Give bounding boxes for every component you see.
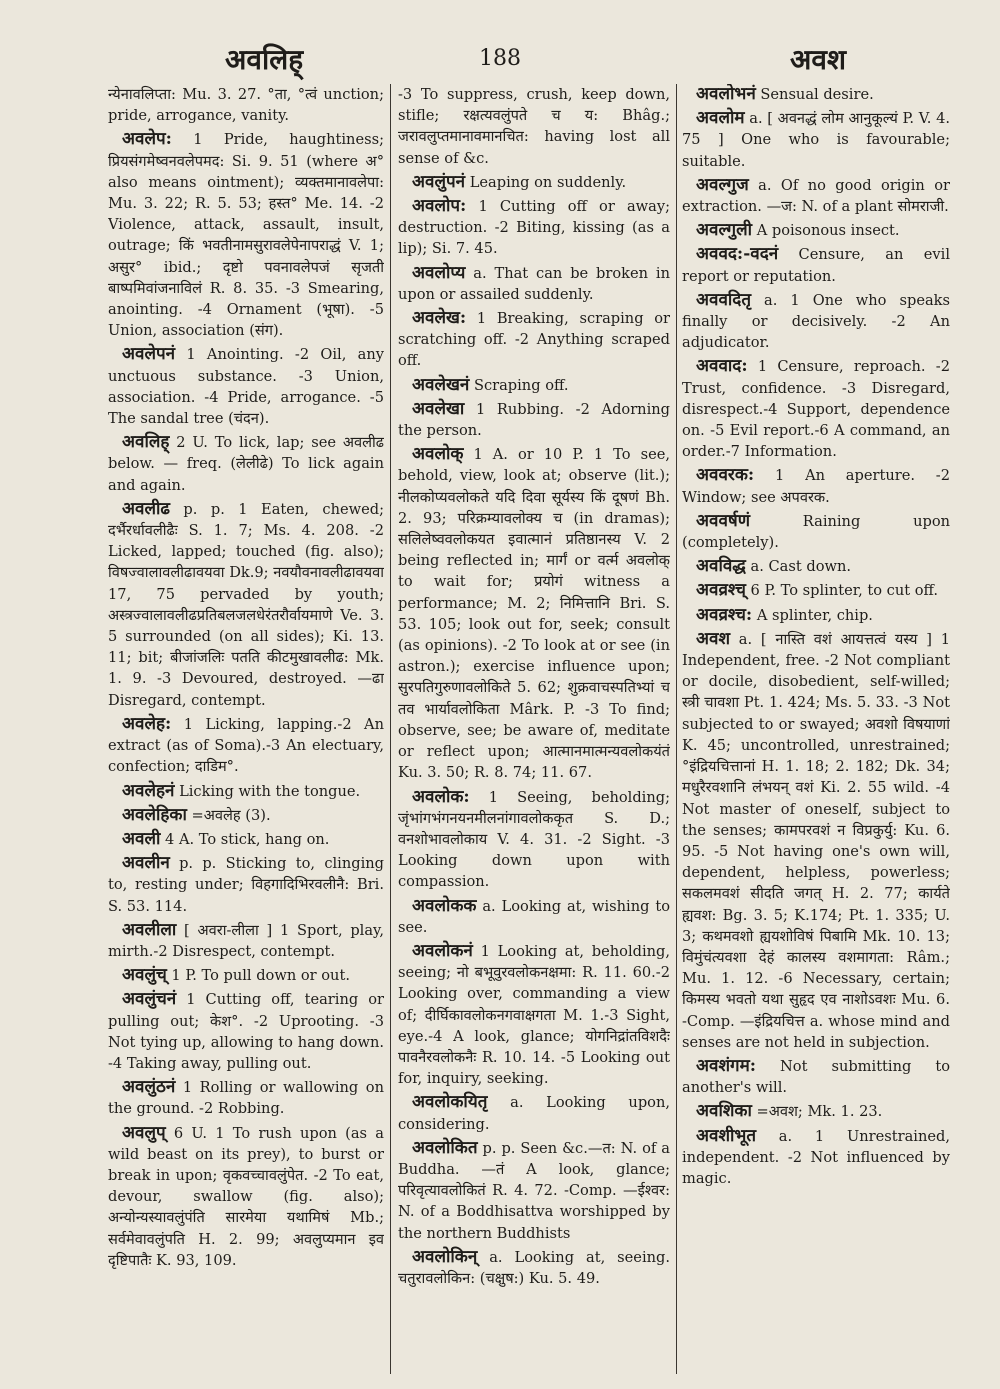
dictionary-entry — [682, 244, 950, 286]
entry-headword: अवलेप: — [122, 129, 172, 150]
dictionary-entry — [108, 714, 384, 778]
dictionary-entry — [108, 853, 384, 917]
entry-headword: अवश — [696, 628, 730, 649]
dictionary-entry — [398, 1247, 670, 1289]
dictionary-entry — [108, 1077, 384, 1119]
dictionary-entry — [108, 965, 384, 986]
entry-headword: अवलोभनं — [696, 84, 756, 104]
entry-headword: अवशीभूत — [696, 1125, 757, 1146]
entry-definition: 1 Censure, reproach. -2 Trust, confidence. -3 Disregard, disrespect.-4 Support, dependence on. -5 Evil report.-6 A command, an order.-7 Information. — [682, 358, 950, 461]
entry-headword: अवलेह: — [122, 713, 172, 734]
entry-definition: Leaping on suddenly. — [465, 173, 627, 191]
column-left — [108, 84, 384, 1374]
entry-headword: अवविद्ध — [696, 556, 746, 577]
dictionary-entry — [398, 196, 670, 260]
entry-headword: अवलोप्य — [412, 262, 466, 283]
column-rule — [390, 84, 391, 1374]
entry-headword: अवव्रश्च: — [696, 604, 753, 625]
entry-headword: अवव्रश्च् — [696, 580, 746, 601]
dictionary-entry — [682, 605, 950, 626]
dictionary-entry — [398, 263, 670, 305]
entry-headword: अववाद: — [696, 356, 748, 377]
entry-definition: =अवलेह (3). — [186, 806, 271, 824]
entry-definition: 1 Pride, haughtiness; प्रियसंगमेष्वनवलेपमद: Si. 9. 51 (where अ° also means ointment); व्यक्तमानावलेपा: Mu. 3. 22; R. 5. 53; हस्त° Me. 14. -2 Violence, attack, assault, insult, outrage; किं भवतीनामसुरावलेपेनापराद्धं V. 1; असुर° ibid.; दृष्टो पवनावलेपजं सृजती बाष्पमिवांजनाविलं R. 8. 35. -3 Smearing, anointing. -4 Ornament (भूषा). -5 Union, association (संग). — [108, 131, 384, 340]
entry-headword: अवलेख: — [412, 308, 467, 329]
entry-headword: अववरक: — [696, 465, 755, 486]
entry-headword: अवलेखा — [412, 398, 465, 419]
entry-definition: [ अवरा-लीला ] 1 Sport, play, mirth.-2 Disrespect, contempt. — [108, 921, 384, 960]
entry-definition: a. 1 Unrestrained, independent. -2 Not influenced by magic. — [682, 1127, 950, 1187]
dictionary-entry — [108, 432, 384, 496]
entry-definition: न्येनावलिप्ता: Mu. 3. 27. °ता, °त्वं unction; pride, arrogance, vanity. — [108, 86, 384, 125]
entry-definition: 1 A. or 10 P. 1 To see, behold, view, look at; observe (lit.); नीलकोप्यवलोकते यदि दिवा सूर्यस्य किं दूषणं Bh. 2. 93; परिक्रम्यावलोक्य च (in dramas); सलिलेष्ववलोकयत इवात्मानं प्रतिष्ठानस्य V. 2 being reflected in; मार्गं or वर्त्म अवलोक् to wait for; प्रयोगं witness a performance; M. 2; निमित्तानि Bri. S. 53. 105; look out for, seek; consult (as opinions). -2 To look at or see (in astron.); exercise influence upon; सुरपतिगुरुणावलोकिते 5. 62; शुक्रवाचस्पतिभ्यां च तव भार्यावलोकिता Mârk. P. -3 To find; observe, see; be aware of, meditate or reflect upon; आत्मानमात्मन्यवलोकयंतं Ku. 3. 50; R. 8. 74; 11. 67. — [398, 446, 670, 782]
dictionary-entry — [108, 805, 384, 826]
entry-definition: 6 P. To splinter, to cut off. — [745, 582, 939, 600]
entry-headword: अवलेहनं — [122, 780, 175, 801]
column-middle — [398, 84, 670, 1374]
entry-headword: अवलुंपनं — [412, 171, 466, 192]
dictionary-entry — [398, 84, 670, 169]
dictionary-entry — [682, 356, 950, 462]
entry-definition: 1 Cutting off, tearing or pulling out; केश°. -2 Uprooting. -3 Not tying up, allowing to hang down. -4 Taking away, pulling out. — [108, 991, 384, 1072]
entry-definition: p. p. Sticking to, clinging to, resting under; विहगादिभिरवलीनै: Bri. S. 53. 114. — [108, 855, 384, 915]
entry-definition: Sensual desire. — [755, 86, 874, 103]
dictionary-entry — [398, 399, 670, 441]
dictionary-entry — [398, 172, 670, 193]
entry-definition: a. That can be broken in upon or assailed suddenly. — [398, 264, 670, 303]
entry-definition: Censure, an evil report or reputation. — [682, 246, 950, 285]
dictionary-entry — [682, 84, 950, 105]
dictionary-entry — [108, 829, 384, 850]
dictionary-entry — [108, 129, 384, 341]
entry-definition: 1 Rolling or wallowing on the ground. -2 Robbing. — [108, 1079, 384, 1118]
dictionary-entry — [398, 1138, 670, 1244]
entry-definition: A poisonous insect. — [752, 222, 900, 240]
entry-headword: अवलेपनं — [122, 344, 176, 365]
entry-headword: अववद:-वदनं — [696, 244, 779, 265]
dictionary-entry — [682, 108, 950, 172]
dictionary-entry — [682, 290, 950, 354]
entry-definition: a. 1 One who speaks finally or decisively. -2 An adjudicator. — [682, 291, 950, 352]
page-number: 188 — [479, 46, 521, 71]
dictionary-entry — [682, 465, 950, 507]
dictionary-entry — [108, 84, 384, 126]
entry-definition: a. Of no good origin or extraction. —ज: N. of a plant सोमराजी. — [682, 176, 950, 216]
entry-definition: 1 Rubbing. -2 Adorning the person. — [398, 400, 670, 440]
dictionary-entry — [398, 375, 670, 396]
dictionary-entry — [398, 896, 670, 938]
column-right — [682, 84, 950, 1374]
entry-definition: 1 Cutting off or away; destruction. -2 Biting, kissing (as a lip); Si. 7. 45. — [398, 198, 670, 258]
dictionary-entry — [108, 989, 384, 1074]
entry-definition: a. Looking at, seeing. चतुरावलोकिन: (चक्षुष:) Ku. 5. 49. — [398, 1248, 670, 1287]
entry-headword: अवलीढ — [122, 498, 170, 519]
entry-headword: अवलेखनं — [412, 374, 470, 395]
entry-headword: अवलोक: — [412, 786, 470, 807]
entry-headword: अवल्गुज — [696, 174, 749, 195]
entry-headword: अवलिह् — [122, 432, 170, 453]
entry-definition: 1 Looking at, beholding, seeing; नो बभूवुरवलोकनक्षमा: R. 11. 60.-2 Looking over, commanding a view of; दीर्घिकावलोकनगवाक्षगता M. 1.-3 Sight, eye.-4 A look, glance; योगनिद्रांतविशदैः पावनैरवलोकनैः R. 10. 14. -5 Looking out for, inquiry, seeking. — [398, 942, 670, 1088]
entry-headword: अवशंगम: — [696, 1055, 757, 1076]
entry-definition: 4 A. To stick, hang on. — [160, 830, 330, 848]
dictionary-entry — [398, 787, 670, 893]
entry-headword: अवलीला — [122, 919, 177, 940]
entry-definition: a. [ अवनद्धं लोम आनुकूल्यं P. V. 4. 75 ] One who is favourable; suitable. — [682, 110, 950, 170]
entry-headword: अवल्गुली — [696, 220, 753, 241]
entry-definition: Scraping off. — [469, 376, 569, 394]
dictionary-entry — [682, 511, 950, 553]
dictionary-entry — [108, 344, 384, 429]
entry-headword: अवलीन — [122, 853, 170, 874]
entry-headword: अवलोम — [696, 108, 745, 129]
entry-headword: अवशिका — [696, 1101, 752, 1122]
entry-headword: अवलोप: — [412, 196, 467, 217]
entry-headword: अवलुंठनं — [122, 1077, 176, 1098]
entry-headword: अवलोकक — [412, 895, 477, 916]
entry-definition: a. Looking upon, considering. — [398, 1094, 670, 1133]
entry-headword: अवलुप् — [122, 1122, 166, 1143]
entry-definition: 1 P. To pull down or out. — [166, 967, 350, 985]
entry-definition: 2 U. To lick, lap; see अवलीढ below. — freq. (लेलीढे) To lick again and again. — [108, 434, 384, 494]
entry-headword: अवलोकिन् — [412, 1246, 478, 1267]
entry-headword: अवलोकनं — [412, 940, 473, 961]
entry-definition: a. Looking at, wishing to see. — [398, 897, 670, 936]
entry-definition: 6 U. 1 To rush upon (as a wild beast on its prey), to burst or break in upon; वृकवच्चावलुंपेत. -2 To eat, devour, swallow (fig. also); अन्योन्यस्यावलुंपंति सारमेया यथामिषं Mb.; सर्वमेवावलुंपति H. 2. 99; अवलुप्यमान इव दृष्टिपातैः K. 93, 109. — [108, 1124, 384, 1269]
dictionary-entry — [682, 175, 950, 217]
dictionary-entry — [682, 1101, 950, 1122]
dictionary-entry — [108, 499, 384, 711]
dictionary-entry — [682, 220, 950, 241]
entry-headword: अववर्षणं — [696, 510, 751, 531]
entry-definition: a. [ नास्ति वशं आयत्तत्वं यस्य ] 1 Independent, free. -2 Not compliant or docile, disobedient, self-willed; स्त्री चावशा Pt. 1. 424; Ms. 5. 33. -3 Not subjected to or swayed; अवशो विषयाणां K. 45; uncontrolled, unrestrained; °इंद्रियचित्तानां H. 1. 18; 2. 182; Dk. 34; मधुरैरवशानि लंभयन् वशं Ki. 2. 55 wild. -4 Not master of oneself, subject to the senses; कामपरवशं न विप्रकुर्यु: Ku. 6. 95. -5 Not having one's own will, dependent, helpless, powerless; सकलमवशं सीदति जगत् H. 2. 77; कार्यते ह्यवश: Bg. 3. 5; K.174; Pt. 1. 335; U. 3; कथमवशो ह्ययशोविषं पिबामि Mk. 10. 13; विमुंचंत्यवशा देहं कालस्य वशमागता: Râm.; Mu. 1. 12. -6 Necessary, certain; किमस्य भवतो यथा सुहृद एव नाशोऽवशः Mu. 6. -Comp. —इंद्रियचित्त a. whose mind and senses are not held in subjection. — [682, 630, 950, 1051]
dictionary-entry — [682, 629, 950, 1053]
entry-definition: -3 To suppress, crush, keep down, stifle; रक्षत्यवलुंपते च य: Bhâg.; जरावलुप्तमानावमानचित: having lost all sense of &c. — [398, 86, 670, 167]
entry-definition: Not submitting to another's will. — [682, 1057, 950, 1097]
entry-definition: p. p. Seen &c.—त: N. of a Buddha. —तं A look, glance; परिवृत्यावलोकितं R. 4. 72. -Comp. —ईश्वर: N. of a Boddhisattva worshipped by the northern Buddhists — [398, 1139, 670, 1242]
entry-headword: अवली — [122, 828, 161, 849]
entry-headword: अवलोक् — [412, 444, 464, 465]
dictionary-entry — [682, 1056, 950, 1098]
dictionary-entry — [398, 444, 670, 783]
entry-definition: a. Cast down. — [745, 558, 852, 576]
entry-headword: अवलोकित — [412, 1137, 478, 1158]
dictionary-entry — [398, 1092, 670, 1134]
entry-definition: Licking with the tongue. — [174, 782, 361, 800]
entry-headword: अवलुंचनं — [122, 989, 177, 1010]
running-head-left: अवलिह् — [225, 43, 304, 76]
entry-definition: 1 Anointing. -2 Oil, any unctuous substance. -3 Union, association. -4 Pride, arrogance. -5 The sandal tree (चंदन). — [108, 346, 384, 428]
dictionary-entry — [108, 920, 384, 962]
dictionary-entry — [398, 941, 670, 1089]
entry-definition: 1 Licking, lapping.-2 An extract (as of Soma).-3 An electuary, confection; दाडिम°. — [108, 715, 384, 776]
entry-headword: अवलेहिका — [122, 804, 187, 825]
entry-definition: =अवश; Mk. 1. 23. — [751, 1103, 883, 1121]
entry-definition: p. p. 1 Eaten, chewed; दर्भैरर्धावलीढैः S. 1. 7; Ms. 4. 208. -2 Licked, lapped; touched (fig. also); विषज्वालावलीढावयवा Dk.9; नवयौवनावलीढावयवा 17, 75 pervaded by youth; अस्त्रज्वालावलीढप्रतिबलजलधेरंतरौर्वायमाणे Ve. 3. 5 surrounded (on all sides); Ki. 13. 11; bit; बीजांजलिः पतति कीटमुखावलीढ: Mk. 1. 9. -3 Devoured, destroyed. —ढा Disregard, contempt. — [108, 500, 384, 709]
running-head-right: अवश — [790, 43, 847, 76]
column-rule — [676, 84, 677, 1374]
entry-definition: 1 Breaking, scraping or scratching off. -2 Anything scraped off. — [398, 310, 670, 370]
entry-headword: अवलोकयितृ — [412, 1092, 488, 1113]
entry-headword: अवलुंच् — [122, 965, 167, 986]
entry-definition: A splinter, chip. — [752, 606, 873, 624]
entry-definition: 1 An aperture. -2 Window; see अपवरक. — [682, 467, 950, 506]
dictionary-entry — [682, 580, 950, 601]
entry-headword: अववदितृ — [696, 289, 752, 310]
entry-definition: 1 Seeing, beholding; जृंभांगभंगनयनमीलनांगावलोककृत S. D.; वनशोभावलोकाय V. 4. 31. -2 Sight. -3 Looking down upon with compassion. — [398, 788, 670, 891]
dictionary-entry — [682, 1126, 950, 1190]
dictionary-entry — [108, 781, 384, 802]
dictionary-entry — [682, 556, 950, 577]
dictionary-entry — [398, 308, 670, 372]
entry-definition: Raining upon (completely). — [682, 512, 950, 552]
dictionary-entry — [108, 1123, 384, 1271]
